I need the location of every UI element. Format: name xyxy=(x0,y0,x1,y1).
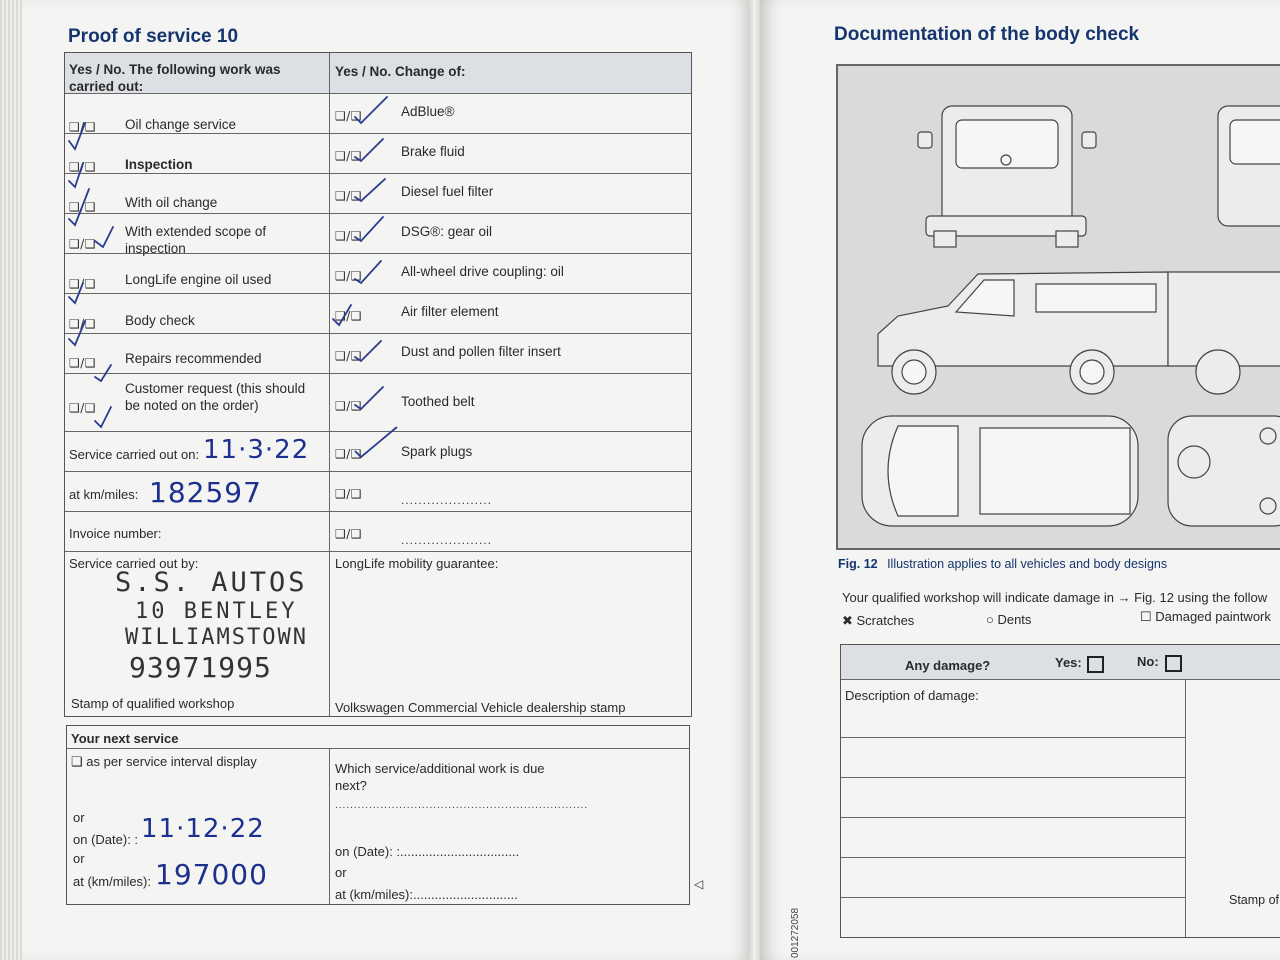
side-code: 001272058 xyxy=(790,907,801,958)
carried-out-by-label: Service carried out by: xyxy=(69,556,199,571)
van-illustration xyxy=(838,66,1280,548)
yes-no-box[interactable]: ❑/❑ xyxy=(69,356,97,370)
row-label: DSG®: gear oil xyxy=(401,224,492,239)
fig-number: Fig. 12 xyxy=(838,557,878,571)
stamp-line: S.S. AUTOS xyxy=(115,567,308,598)
on-date-right[interactable]: on (Date): :................................. xyxy=(335,844,520,859)
legend-scratches: ✖ Scratches xyxy=(842,613,915,628)
row-label: Brake fluid xyxy=(401,144,465,159)
which-dots[interactable]: ................................................................... xyxy=(335,800,589,811)
stamp-line: WILLIAMSTOWN xyxy=(125,625,308,650)
fig-caption: Illustration applies to all vehicles and body designs xyxy=(887,557,1168,571)
interval-option[interactable]: ❑ as per service interval display xyxy=(71,754,257,769)
service-table xyxy=(64,52,692,717)
row-label: LongLife engine oil used xyxy=(125,272,272,287)
legend-paintwork: ☐ Damaged paintwork xyxy=(1140,609,1271,624)
yes-no-box[interactable]: ❑/❑ xyxy=(69,317,97,331)
mobility-label: LongLife mobility guarantee: xyxy=(335,556,499,571)
header-right: Yes / No. Change of: xyxy=(335,64,466,79)
yes-no-box[interactable]: ❑/❑ xyxy=(335,269,363,283)
stamp-label: Stamp of xyxy=(1229,893,1280,907)
service-date-value[interactable]: 11·3·22 xyxy=(203,435,310,465)
service-date-label: Service carried out on: xyxy=(69,447,200,462)
yes-no-box[interactable]: ❑/❑ xyxy=(335,447,363,461)
yes-no-box[interactable]: ❑/❑ xyxy=(335,487,363,501)
row-label: Oil change service xyxy=(125,117,237,132)
fig-label xyxy=(838,556,1167,573)
no-checkbox[interactable] xyxy=(1165,655,1182,672)
or-text: or xyxy=(73,810,85,825)
yes-no-box[interactable]: ❑/❑ xyxy=(69,200,97,214)
header-left: Yes / No. The following work was carried out: xyxy=(69,62,281,94)
next-km-value[interactable]: 197000 xyxy=(155,858,268,891)
yes-no-box[interactable]: ❑/❑ xyxy=(69,401,97,415)
damage-table xyxy=(840,644,1280,938)
row-label: Diesel fuel filter xyxy=(401,184,494,199)
page-title-right: Documentation of the body check xyxy=(834,24,1140,45)
row-label: With extended scope of inspection xyxy=(125,224,267,256)
yes-no-box[interactable]: ❑/❑ xyxy=(335,309,363,323)
yes-no-box[interactable]: ❑/❑ xyxy=(335,149,363,163)
left-page xyxy=(22,0,750,960)
yes-no-box[interactable]: ❑/❑ xyxy=(69,160,97,174)
yes-no-box[interactable]: ❑/❑ xyxy=(335,349,363,363)
arrow-icon: ◁ xyxy=(694,877,704,891)
yes-no-box[interactable]: ❑/❑ xyxy=(69,237,97,251)
check-mark xyxy=(345,423,405,463)
check-marks xyxy=(65,93,395,433)
which-service-label: Which service/additional work is due next? xyxy=(335,761,545,793)
next-date-value[interactable]: 11·12·22 xyxy=(141,814,265,844)
yes-no-box[interactable]: ❑/❑ xyxy=(335,399,363,413)
blank-line: ..................... xyxy=(401,493,493,507)
stamp-line: 10 BENTLEY xyxy=(135,599,298,624)
page-edge xyxy=(0,0,22,960)
row-label: Inspection xyxy=(125,157,193,172)
km-label: at km/miles: xyxy=(69,487,139,502)
or-text: or xyxy=(73,851,85,866)
row-label: AdBlue® xyxy=(401,104,455,119)
damage-intro: Your qualified workshop will indicate damage in → Fig. 12 using the follow xyxy=(842,590,1268,605)
any-damage-label: Any damage? xyxy=(905,658,991,673)
invoice-label: Invoice number: xyxy=(69,526,162,541)
or-text: or xyxy=(335,865,347,880)
next-service-title: Your next service xyxy=(71,731,179,746)
description-label: Description of damage: xyxy=(845,688,979,703)
row-label: Air filter element xyxy=(401,304,499,319)
no-label: No: xyxy=(1137,654,1159,669)
row-label: Body check xyxy=(125,313,195,328)
at-km-label: at (km/miles): xyxy=(73,874,151,889)
row-label: Spark plugs xyxy=(401,444,473,459)
yes-checkbox[interactable] xyxy=(1087,656,1104,673)
on-date-label: on (Date): : xyxy=(73,832,139,847)
row-label: Dust and pollen filter insert xyxy=(401,344,561,359)
km-value[interactable]: 182597 xyxy=(149,476,262,509)
blank-line: ..................... xyxy=(401,533,493,547)
yes-no-box[interactable]: ❑/❑ xyxy=(335,527,363,541)
yes-no-box[interactable]: ❑/❑ xyxy=(335,189,363,203)
vehicle-diagram xyxy=(836,64,1280,550)
row-label: Customer request (this should be noted on the order) xyxy=(125,381,306,413)
row-label: All-wheel drive coupling: oil xyxy=(401,264,564,279)
yes-no-box[interactable]: ❑/❑ xyxy=(69,277,97,291)
yes-label: Yes: xyxy=(1055,655,1082,670)
yes-no-box[interactable]: ❑/❑ xyxy=(335,109,363,123)
stamp-workshop-label: Stamp of qualified workshop xyxy=(71,696,235,711)
dealer-stamp-label: Volkswagen Commercial Vehicle dealership stamp xyxy=(335,700,626,715)
row-label: With oil change xyxy=(125,195,218,210)
page-title: Proof of service 10 xyxy=(68,26,239,47)
right-page xyxy=(760,0,1280,960)
stamp-line: 93971995 xyxy=(129,651,272,684)
row-label: Toothed belt xyxy=(401,394,475,409)
row-label: Repairs recommended xyxy=(125,351,262,366)
yes-no-box[interactable]: ❑/❑ xyxy=(69,120,97,134)
next-service-table xyxy=(66,725,690,905)
yes-no-box[interactable]: ❑/❑ xyxy=(335,229,363,243)
at-km-right[interactable]: at (km/miles):............................. xyxy=(335,887,518,902)
legend-dents: ○ Dents xyxy=(986,612,1032,627)
